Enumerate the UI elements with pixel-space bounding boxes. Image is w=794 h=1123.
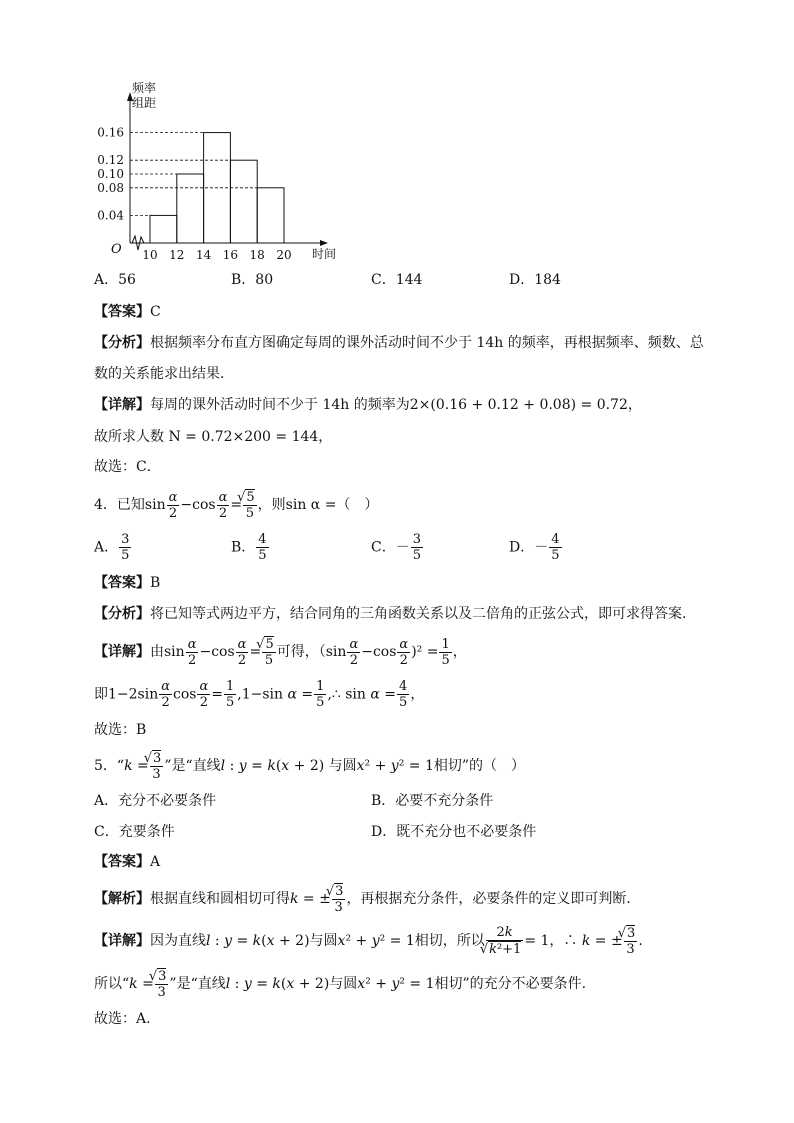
- histogram-bar: [257, 188, 284, 243]
- q3-option-a: A．56: [94, 272, 136, 288]
- x-tick-label: 12: [169, 248, 185, 262]
- q5-detail-line2: 所以“k = √ $\frac{3}{3}$ ”是“直线l : y = k(x + 2)与圆x² + y² = 1相切”的充分不必要条件.: [94, 968, 586, 1000]
- answer-value: B: [150, 575, 161, 591]
- q4-option-a: A． $\frac{3}{5}$: [94, 532, 130, 563]
- q4-option-c: C．－ $\frac{3}{5}$: [371, 532, 421, 563]
- q3-detail-line2: 故所求人数 N = 0.72×200 = 144，: [94, 429, 333, 445]
- detail-tag: 【详解】: [94, 644, 150, 660]
- q3-option-d: D．184: [509, 272, 561, 288]
- q5-option-b: B．必要不充分条件: [371, 793, 494, 809]
- q4-option-d: D．－ $\frac{4}{5}$: [509, 532, 560, 563]
- analysis-tag: 【分析】: [94, 606, 150, 622]
- answer-value: A: [150, 854, 161, 870]
- answer-tag: 【答案】: [94, 854, 150, 870]
- q3-analysis-line2: 数的关系能求出结果．: [94, 366, 234, 382]
- q5-conclusion: 故选：A.: [94, 1011, 151, 1027]
- analysis-tag: 【分析】: [94, 335, 150, 351]
- analysis-text: 将已知等式两边平方，结合同角的三角函数关系以及二倍角的正弦公式，即可求得答案.: [150, 606, 687, 622]
- q5-analysis: 【解析】根据直线和圆相切可得k = ± √ $\frac{3}{3}$ ，再根据充分条件，必要条件的定义即可判断．: [94, 883, 640, 915]
- detail-tag: 【详解】: [94, 397, 150, 413]
- y-tick-label: 0.10: [97, 167, 124, 181]
- q5-detail-line1: 【详解】因为直线l : y = k(x + 2)与圆x² + y² = 1相切，所以 2k √ k²+1 = 1，∴ k = ± √ $\frac{3}{3}$ .: [94, 925, 643, 957]
- y-tick-label: 0.16: [97, 125, 124, 140]
- y-axis-label-bottom: 组距: [132, 96, 157, 110]
- q3-conclusion: 故选：C．: [94, 459, 161, 475]
- q4-option-b: B． $\frac{4}{5}$: [231, 532, 267, 563]
- q4-detail-line1: 【详解】由sin $\frac{\alpha}{2}$ −cos $\frac{\alpha}{2}$ = √ $\frac{5}{5}$ 可得，（sin $\frac{\alpha}{2}$ −cos $\frac{\alpha}{2}$ )² = $\frac{1}{5}$ ，: [94, 636, 467, 668]
- q5-answer: [94, 852, 160, 872]
- x-tick-label: 10: [142, 248, 158, 262]
- analysis-tag: 【解析】: [94, 891, 150, 907]
- answer-tag: 【答案】: [94, 304, 150, 320]
- q3-option-b: B．80: [231, 272, 274, 288]
- analysis-text: 根据频率分布直方图确定每周的课外活动时间不少于 14h 的频率，再根据频率、频数、总: [150, 335, 704, 351]
- q4-stem-tail: sin α =（ ）: [285, 497, 379, 513]
- q4-detail-line2: 即1−2sin $\frac{\alpha}{2}$ cos $\frac{\alpha}{2}$ = $\frac{1}{5}$ ,1−sin α = $\frac{1}{5}$ ,∴ sin α = $\frac{4}{5}$ ，: [94, 679, 425, 710]
- x-axis-label: 时间: [312, 247, 337, 261]
- q5-option-a: A．充分不必要条件: [94, 793, 217, 809]
- x-tick-label: 20: [276, 248, 292, 262]
- y-tick-label: 0.04: [97, 208, 124, 223]
- histogram-bar: [230, 160, 257, 243]
- q3-detail-line1: [94, 395, 642, 415]
- detail-text: 每周的课外活动时间不少于 14h 的频率为: [150, 397, 410, 413]
- answer-tag: 【答案】: [94, 575, 150, 591]
- x-tick-label: 14: [195, 248, 212, 262]
- detail-tag: 【详解】: [94, 933, 150, 949]
- histogram-bar: [150, 215, 177, 243]
- q4-conclusion: 故选：B: [94, 722, 147, 738]
- answer-value: C: [150, 304, 161, 320]
- y-tick-label: 0.08: [97, 180, 124, 195]
- q5-option-c: C．充要条件: [94, 824, 175, 840]
- q4-answer: [94, 573, 160, 593]
- q4-stem: 4．已知sin $\frac{\alpha}{2}$ −cos $\frac{\alpha}{2}$ = √ $\frac{5}{5}$ ，则sin α =（ ）: [94, 489, 378, 521]
- y-tick-label: 0.12: [97, 153, 124, 168]
- q3-analysis-line1: [94, 333, 704, 353]
- q4-stem-mid: ，则: [257, 497, 286, 513]
- detail-formula: 2×(0.16 + 0.12 + 0.08) = 0.72，: [409, 397, 642, 413]
- frequency-histogram: [80, 75, 340, 265]
- q3-option-c: C．144: [371, 272, 423, 288]
- origin-label: O: [111, 242, 122, 257]
- q4-number: 4．已知: [94, 497, 145, 513]
- x-axis-arrow: [320, 240, 328, 246]
- histogram-bar: [177, 174, 204, 243]
- q5-stem: 5．“k = √ $\frac{3}{3}$ ”是“直线l : y = k(x + 2) 与圆x² + y² = 1相切”的（ ）: [94, 750, 525, 782]
- x-tick-label: 16: [222, 248, 239, 262]
- x-tick-label: 18: [249, 248, 265, 262]
- y-axis-label-top: 频率: [132, 81, 157, 95]
- q4-analysis: [94, 604, 686, 624]
- q5-option-d: D．既不充分也不必要条件: [371, 824, 537, 840]
- q3-answer: [94, 302, 161, 322]
